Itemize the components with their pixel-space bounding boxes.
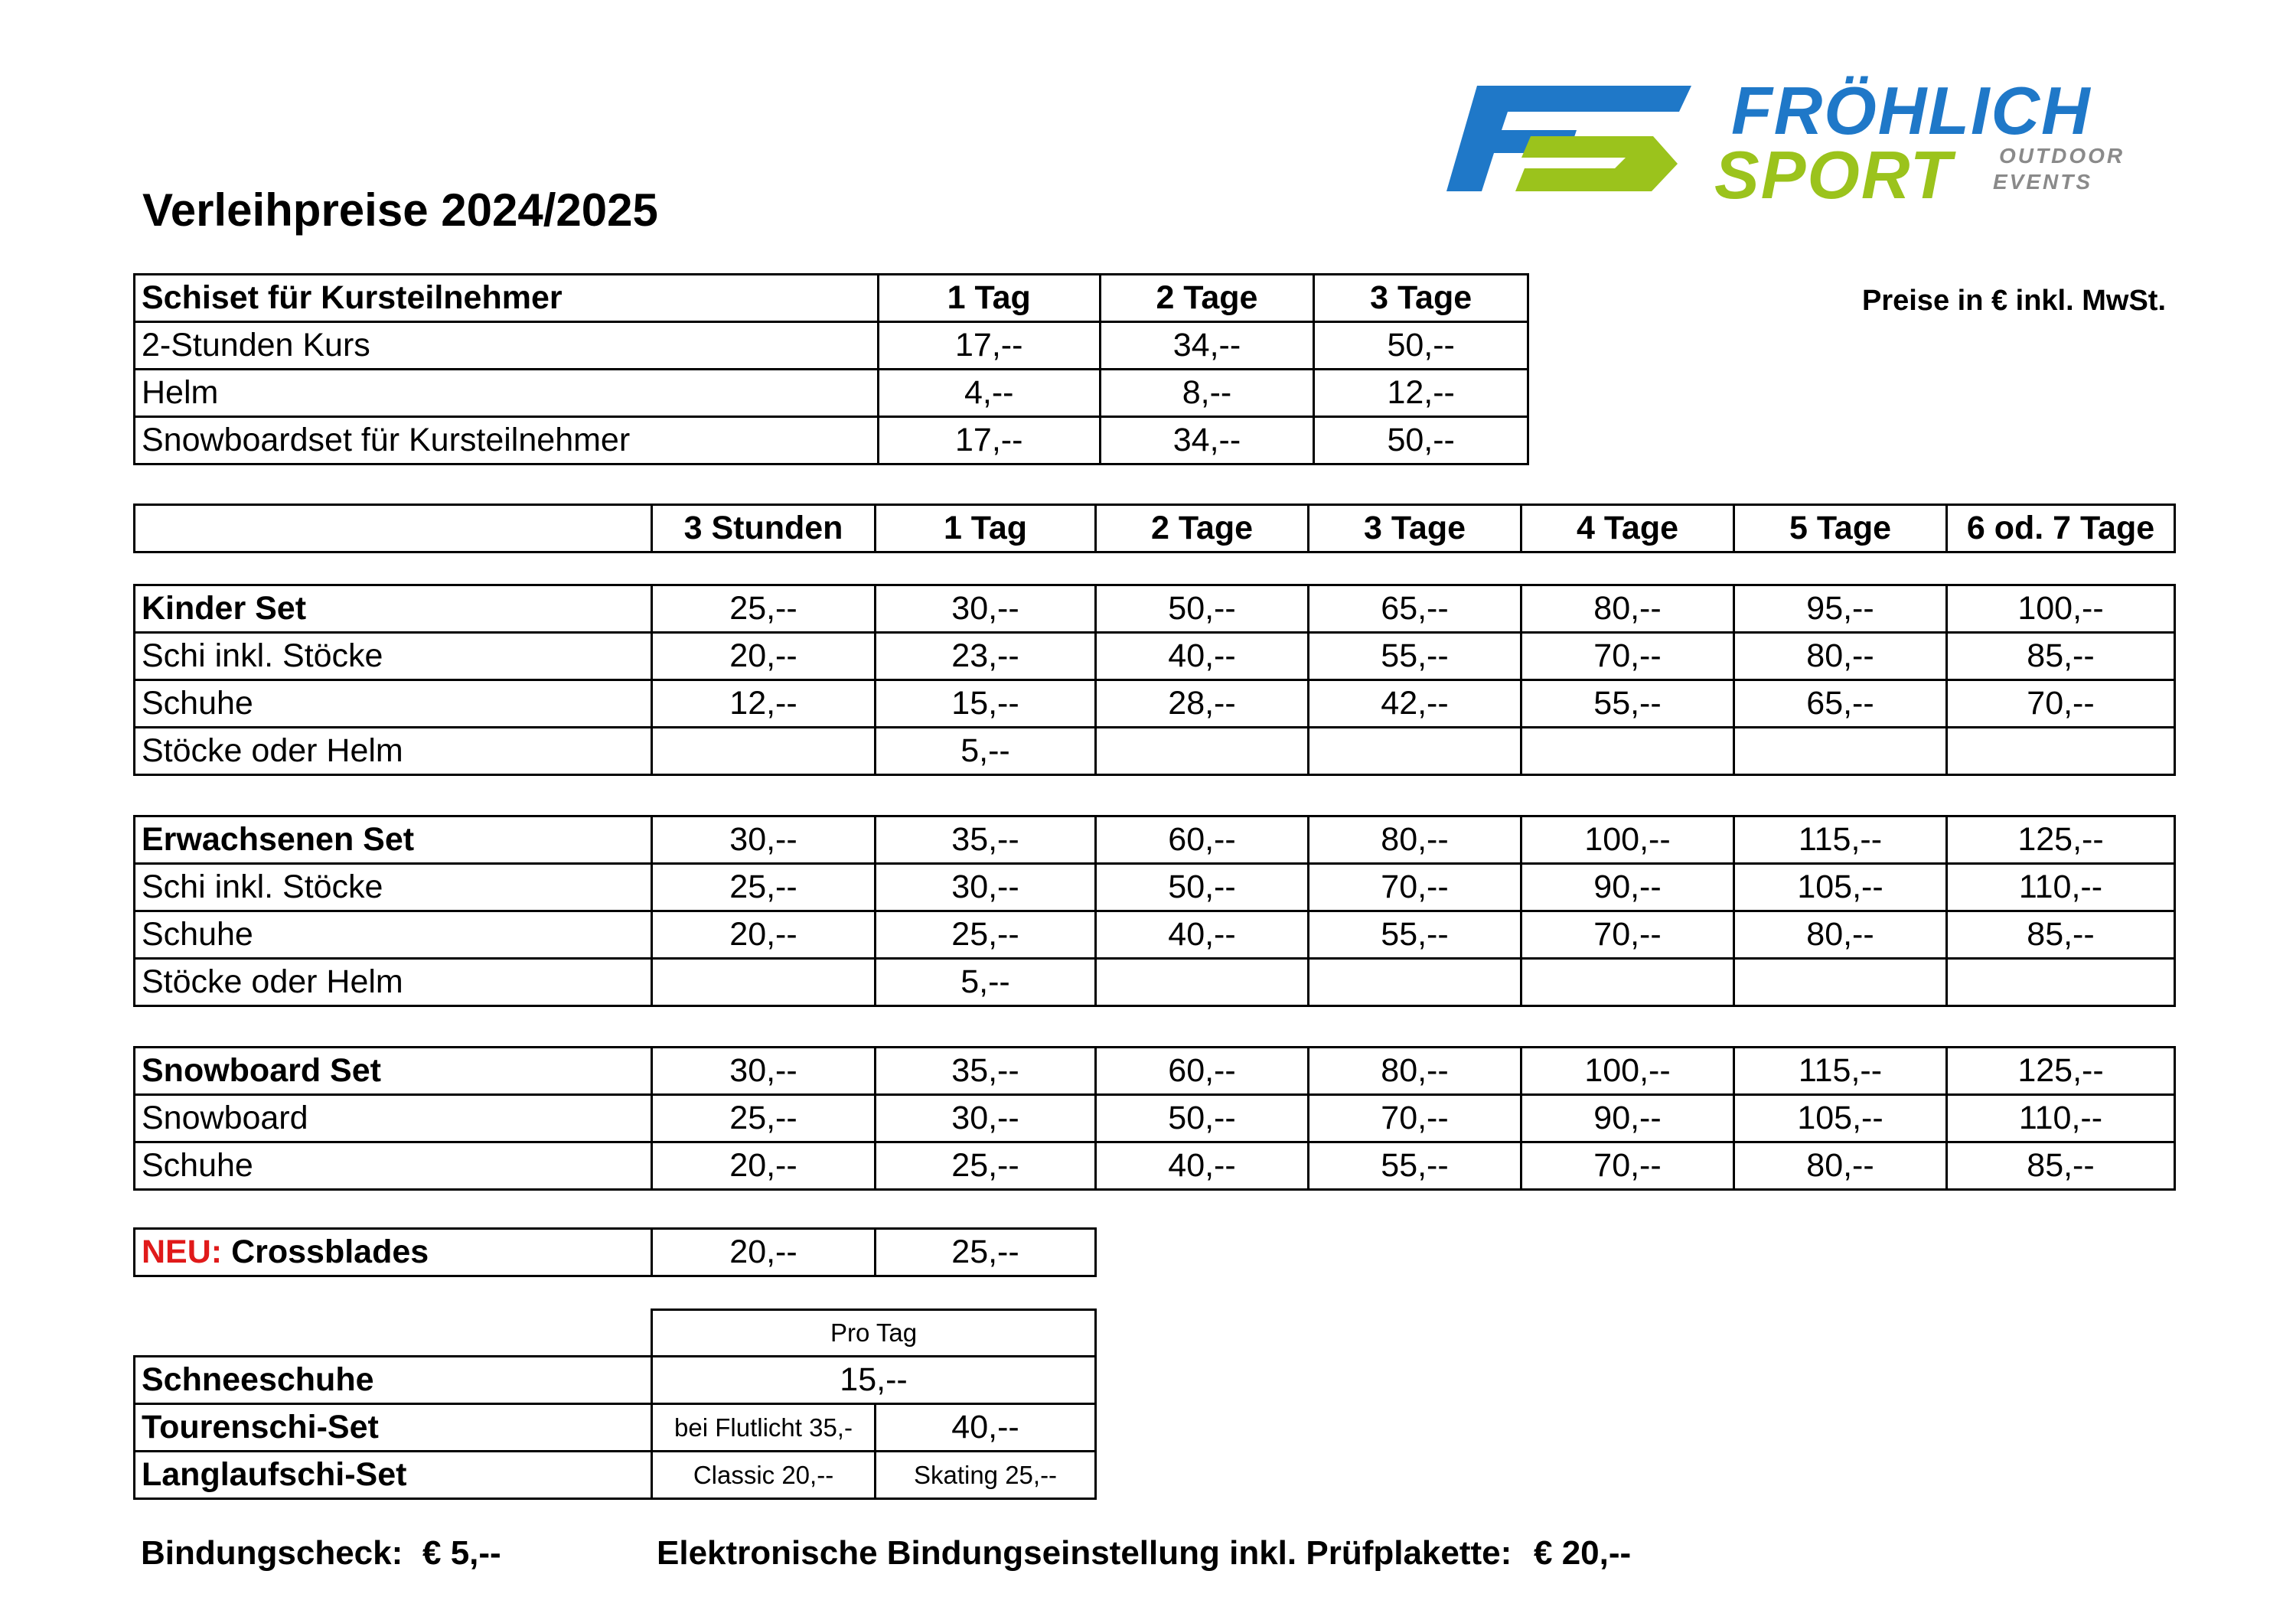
price-cell <box>1096 728 1309 775</box>
price-cell: 110,-- <box>1947 864 2175 911</box>
row-label: Snowboard Set <box>135 1048 652 1095</box>
electronic-binding-price: € 20,-- <box>1534 1534 1632 1572</box>
price-cell: 110,-- <box>1947 1095 2175 1142</box>
table-row <box>135 1403 1096 1451</box>
price-cell: 20,-- <box>652 911 876 959</box>
price-cell: 60,-- <box>1096 816 1309 864</box>
table-row <box>135 1229 1096 1276</box>
table-row <box>135 370 1528 417</box>
price-cell: 65,-- <box>1734 680 1947 728</box>
table-row <box>135 680 2175 728</box>
price-cell: 25,-- <box>876 1142 1096 1190</box>
electronic-binding-label: Elektronische Bindungseinstellung inkl. Prüfplakette: <box>657 1534 1512 1572</box>
crossblades-label: Crossblades <box>231 1234 429 1270</box>
table-header-cell <box>135 505 652 552</box>
logo-text-outdoor: OUTDOOR <box>1999 144 2125 168</box>
price-cell: 50,-- <box>1314 417 1528 464</box>
price-cell <box>1947 728 2175 775</box>
price-cell: 105,-- <box>1734 1095 1947 1142</box>
table-header-cell: 2 Tage <box>1100 275 1314 322</box>
price-cell: 55,-- <box>1521 680 1734 728</box>
price-cell: 25,-- <box>652 585 876 633</box>
row-label <box>135 1229 652 1276</box>
price-cell: 20,-- <box>652 1229 876 1276</box>
price-cell: 28,-- <box>1096 680 1309 728</box>
price-cell <box>652 728 876 775</box>
price-cell: 17,-- <box>878 417 1100 464</box>
table-row <box>135 1142 2175 1190</box>
price-cell: 40,-- <box>1096 633 1309 680</box>
table-row <box>135 417 1528 464</box>
bindungscheck-label: Bindungscheck: <box>141 1534 403 1572</box>
new-badge: NEU: <box>142 1234 223 1270</box>
duration-header-table <box>133 504 2176 553</box>
price-cell: 34,-- <box>1100 417 1314 464</box>
price-cell: 80,-- <box>1309 1048 1521 1095</box>
table-row <box>135 959 2175 1006</box>
price-cell: 5,-- <box>876 728 1096 775</box>
price-cell: 50,-- <box>1096 1095 1309 1142</box>
price-cell: 30,-- <box>652 816 876 864</box>
table-row <box>135 585 2175 633</box>
price-cell: 80,-- <box>1521 585 1734 633</box>
price-cell: 100,-- <box>1521 1048 1734 1095</box>
table-row <box>135 633 2175 680</box>
price-cell: 50,-- <box>1096 864 1309 911</box>
row-label: Erwachsenen Set <box>135 816 652 864</box>
price-cell: 70,-- <box>1521 1142 1734 1190</box>
price-cell: 12,-- <box>1314 370 1528 417</box>
price-cell: 17,-- <box>878 322 1100 370</box>
snowboard-price-table <box>133 1046 2176 1191</box>
price-cell <box>1947 959 2175 1006</box>
row-label: 2-Stunden Kurs <box>135 322 879 370</box>
price-cell: 80,-- <box>1309 816 1521 864</box>
page-title: Verleihpreise 2024/2025 <box>142 184 658 236</box>
price-cell: 90,-- <box>1521 864 1734 911</box>
price-cell <box>1734 959 1947 1006</box>
price-cell: 8,-- <box>1100 370 1314 417</box>
row-label: Schuhe <box>135 680 652 728</box>
price-cell <box>652 959 876 1006</box>
table-row <box>135 1356 1096 1403</box>
price-cell: Classic 20,-- <box>652 1451 876 1498</box>
price-note: Preise in € inkl. MwSt. <box>1861 285 2166 317</box>
row-label: Langlaufschi-Set <box>135 1451 652 1498</box>
price-cell: 85,-- <box>1947 633 2175 680</box>
price-cell: 4,-- <box>878 370 1100 417</box>
price-cell: 85,-- <box>1947 1142 2175 1190</box>
price-cell <box>1521 959 1734 1006</box>
logo-text-frohlich: FRÖHLICH <box>1731 73 2092 148</box>
price-cell: 90,-- <box>1521 1095 1734 1142</box>
price-cell: 100,-- <box>1521 816 1734 864</box>
price-cell: 25,-- <box>652 864 876 911</box>
price-cell: 23,-- <box>876 633 1096 680</box>
price-cell: 35,-- <box>876 816 1096 864</box>
kinder-price-table <box>133 584 2176 776</box>
price-cell <box>1096 959 1309 1006</box>
price-cell <box>1521 728 1734 775</box>
price-cell: 15,-- <box>876 680 1096 728</box>
row-label: Schi inkl. Stöcke <box>135 864 652 911</box>
price-cell: 125,-- <box>1947 1048 2175 1095</box>
price-cell: 80,-- <box>1734 911 1947 959</box>
table-header-cell: 6 od. 7 Tage <box>1947 505 2175 552</box>
price-cell: 65,-- <box>1309 585 1521 633</box>
price-cell: 25,-- <box>876 911 1096 959</box>
row-label: Schuhe <box>135 1142 652 1190</box>
price-cell: 105,-- <box>1734 864 1947 911</box>
table-header-cell: 3 Tage <box>1309 505 1521 552</box>
price-cell: 40,-- <box>1096 911 1309 959</box>
row-label: Schneeschuhe <box>135 1356 652 1403</box>
price-cell: 115,-- <box>1734 816 1947 864</box>
price-cell: 80,-- <box>1734 1142 1947 1190</box>
price-cell: 70,-- <box>1521 911 1734 959</box>
table-row <box>135 864 2175 911</box>
table-header-cell: 1 Tag <box>878 275 1100 322</box>
row-label: Schuhe <box>135 911 652 959</box>
price-cell: 70,-- <box>1309 1095 1521 1142</box>
crossblades-price-table <box>133 1227 1097 1277</box>
erwachsenen-price-table <box>133 815 2176 1007</box>
table-header-cell: 1 Tag <box>876 505 1096 552</box>
table-row <box>135 816 2175 864</box>
row-label: Snowboardset für Kursteilnehmer <box>135 417 879 464</box>
table-header-row <box>135 275 1528 322</box>
price-cell: 115,-- <box>1734 1048 1947 1095</box>
table-row <box>135 1048 2175 1095</box>
table-header-cell: Schiset für Kursteilnehmer <box>135 275 879 322</box>
price-cell: 42,-- <box>1309 680 1521 728</box>
price-note-cell: bei Flutlicht 35,- <box>652 1403 876 1451</box>
price-cell: 70,-- <box>1947 680 2175 728</box>
row-label: Tourenschi-Set <box>135 1403 652 1451</box>
table-header-row <box>135 505 2175 552</box>
logo <box>1446 73 2158 213</box>
price-cell: 30,-- <box>876 864 1096 911</box>
price-cell: 12,-- <box>652 680 876 728</box>
bindungscheck-price: € 5,-- <box>422 1534 501 1572</box>
price-cell: 55,-- <box>1309 911 1521 959</box>
price-cell: 85,-- <box>1947 911 2175 959</box>
price-cell: 50,-- <box>1314 322 1528 370</box>
price-cell: 30,-- <box>876 1095 1096 1142</box>
price-cell: 34,-- <box>1100 322 1314 370</box>
course-price-table <box>133 273 1529 465</box>
price-cell: 25,-- <box>652 1095 876 1142</box>
table-header-cell: 4 Tage <box>1521 505 1734 552</box>
price-cell <box>1309 959 1521 1006</box>
price-cell: 20,-- <box>652 1142 876 1190</box>
table-header-cell: Pro Tag <box>652 1310 1096 1357</box>
table-row <box>135 728 2175 775</box>
logo-text-sport: SPORT <box>1714 137 1953 213</box>
price-cell: 50,-- <box>1096 585 1309 633</box>
table-header-row <box>135 1310 1096 1357</box>
price-cell: 70,-- <box>1309 864 1521 911</box>
price-cell: Skating 25,-- <box>876 1451 1096 1498</box>
table-header-cell: 2 Tage <box>1096 505 1309 552</box>
blank-cell <box>135 1310 652 1357</box>
table-row <box>135 1095 2175 1142</box>
extras-price-table <box>133 1309 1097 1500</box>
table-header-cell: 5 Tage <box>1734 505 1947 552</box>
row-label: Stöcke oder Helm <box>135 959 652 1006</box>
price-cell: 20,-- <box>652 633 876 680</box>
price-cell: 15,-- <box>652 1356 1096 1403</box>
table-row <box>135 1451 1096 1498</box>
table-header-cell: 3 Stunden <box>652 505 876 552</box>
price-cell: 55,-- <box>1309 1142 1521 1190</box>
price-cell: 25,-- <box>876 1229 1096 1276</box>
row-label: Stöcke oder Helm <box>135 728 652 775</box>
price-cell: 100,-- <box>1947 585 2175 633</box>
table-header-cell: 3 Tage <box>1314 275 1528 322</box>
price-cell: 80,-- <box>1734 633 1947 680</box>
price-cell: 55,-- <box>1309 633 1521 680</box>
price-cell <box>1309 728 1521 775</box>
price-cell: 5,-- <box>876 959 1096 1006</box>
price-cell: 30,-- <box>652 1048 876 1095</box>
row-label: Kinder Set <box>135 585 652 633</box>
price-cell <box>1734 728 1947 775</box>
table-row <box>135 322 1528 370</box>
row-label: Helm <box>135 370 879 417</box>
price-cell: 40,-- <box>876 1403 1096 1451</box>
price-cell: 125,-- <box>1947 816 2175 864</box>
row-label: Schi inkl. Stöcke <box>135 633 652 680</box>
price-cell: 40,-- <box>1096 1142 1309 1190</box>
price-cell: 30,-- <box>876 585 1096 633</box>
logo-text-events: EVENTS <box>1993 170 2093 194</box>
price-cell: 70,-- <box>1521 633 1734 680</box>
price-cell: 60,-- <box>1096 1048 1309 1095</box>
price-cell: 95,-- <box>1734 585 1947 633</box>
row-label: Snowboard <box>135 1095 652 1142</box>
table-row <box>135 911 2175 959</box>
fs-logo-mark <box>1446 83 1699 197</box>
price-cell: 35,-- <box>876 1048 1096 1095</box>
